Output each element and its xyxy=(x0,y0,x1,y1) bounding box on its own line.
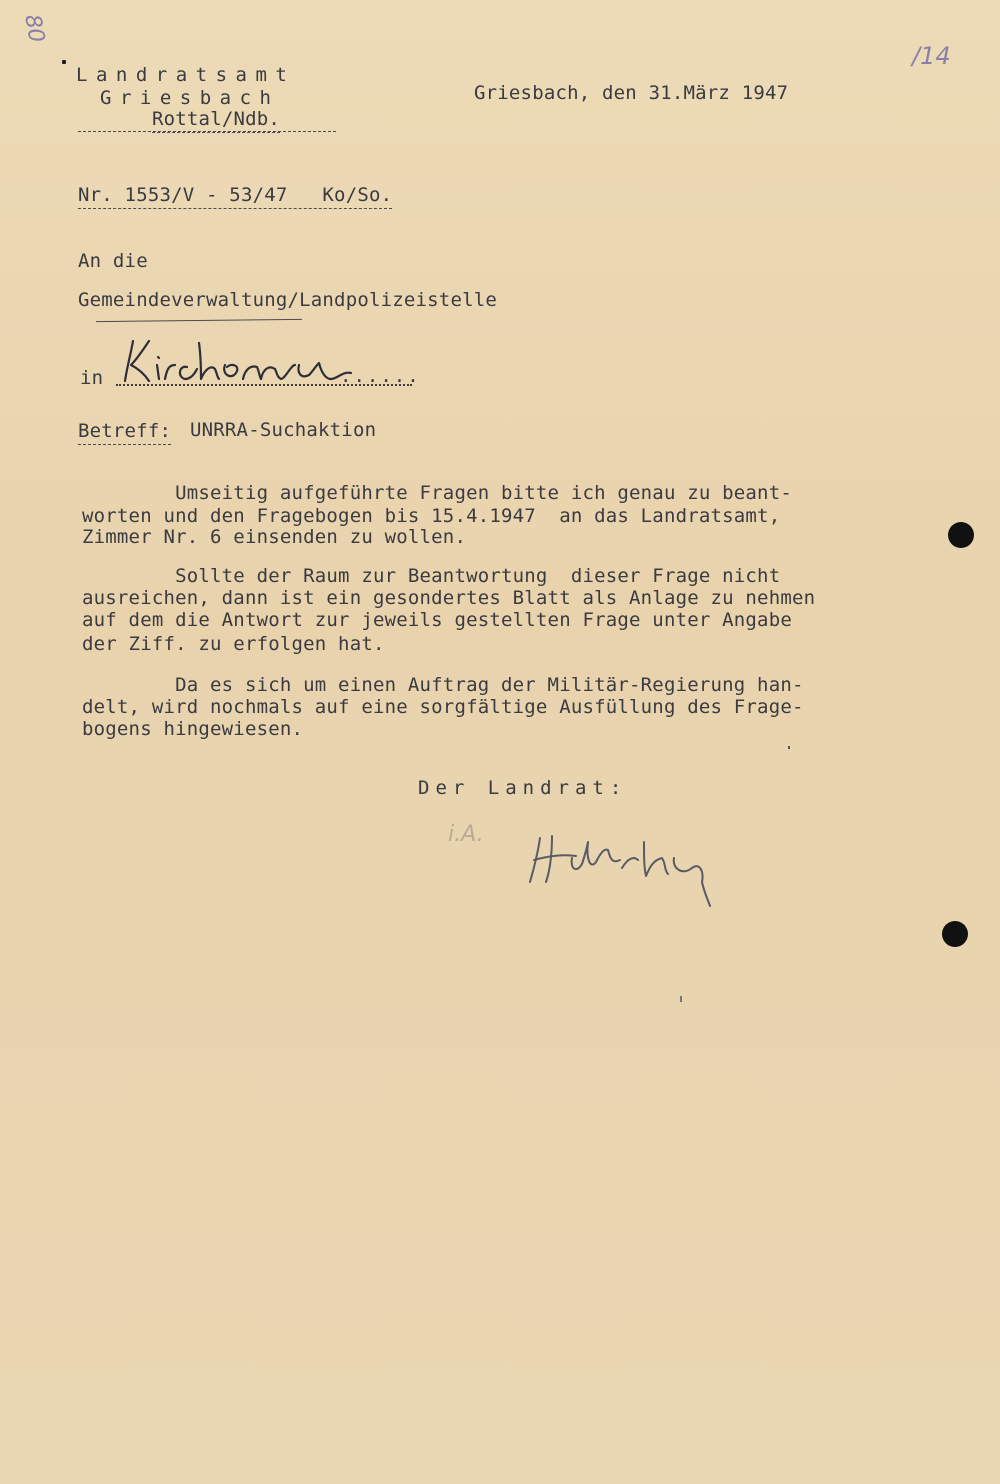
addressee-line-1: An die xyxy=(78,250,148,272)
body-p3-line2: delt, wird nochmals auf eine sorgfältige Ausfüllung des Frage- xyxy=(82,696,804,718)
office-line-3: Rottal/Ndb. xyxy=(152,108,280,133)
speck xyxy=(788,746,790,749)
addressee-in-label: in xyxy=(80,367,104,389)
addressee-underline xyxy=(96,319,302,322)
reference-number: Nr. 1553/V - 53/47 Ko/So. xyxy=(78,184,392,209)
speck xyxy=(62,60,66,64)
signature-svg xyxy=(524,828,724,912)
signature-prefix: i.A. xyxy=(448,822,484,847)
addressee-line-2: Gemeindeverwaltung/Landpolizeistelle xyxy=(78,289,498,311)
body-p2-line4: der Ziff. zu erfolgen hat. xyxy=(82,633,385,655)
body-p1-line1: Umseitig aufgeführte Fragen bitte ich genau zu beant- xyxy=(82,482,792,504)
body-p3-line3: bogens hingewiesen. xyxy=(82,718,304,740)
closing-title: Der Landrat: xyxy=(418,777,628,799)
handwritten-place-svg xyxy=(115,335,365,387)
handwritten-place-name xyxy=(115,335,365,391)
body-p2-line2: ausreichen, dann ist ein gesondertes Blatt als Anlage zu nehmen xyxy=(82,587,816,609)
handwritten-signature xyxy=(524,828,724,916)
punch-hole-top xyxy=(948,522,974,548)
body-p2-line1: Sollte der Raum zur Beantwortung dieser Frage nicht xyxy=(82,565,781,587)
body-p3-line1: Da es sich um einen Auftrag der Militär-Regierung han- xyxy=(82,674,804,696)
margin-note-top-right: /14 xyxy=(912,42,951,70)
body-p2-line3: auf dem die Antwort zur jeweils gestellten Frage unter Angabe xyxy=(82,609,792,631)
subject-text: UNRRA-Suchaktion xyxy=(190,419,377,441)
addressee-dots: ...... xyxy=(340,365,421,387)
office-underline-left xyxy=(78,131,336,132)
office-line-2: Griesbach xyxy=(100,87,280,109)
subject-label: Betreff: xyxy=(78,420,171,445)
body-p1-line3: Zimmer Nr. 6 einsenden zu wollen. xyxy=(82,526,467,548)
margin-note-top-left: 80 xyxy=(19,12,49,45)
office-line-1: Landratsamt xyxy=(76,64,296,86)
body-p1-line2: worten und den Fragebogen bis 15.4.1947 an das Landratsamt, xyxy=(82,505,781,527)
punch-hole-bottom xyxy=(942,921,968,947)
speck xyxy=(680,996,682,1002)
place-date: Griesbach, den 31.März 1947 xyxy=(474,82,789,104)
